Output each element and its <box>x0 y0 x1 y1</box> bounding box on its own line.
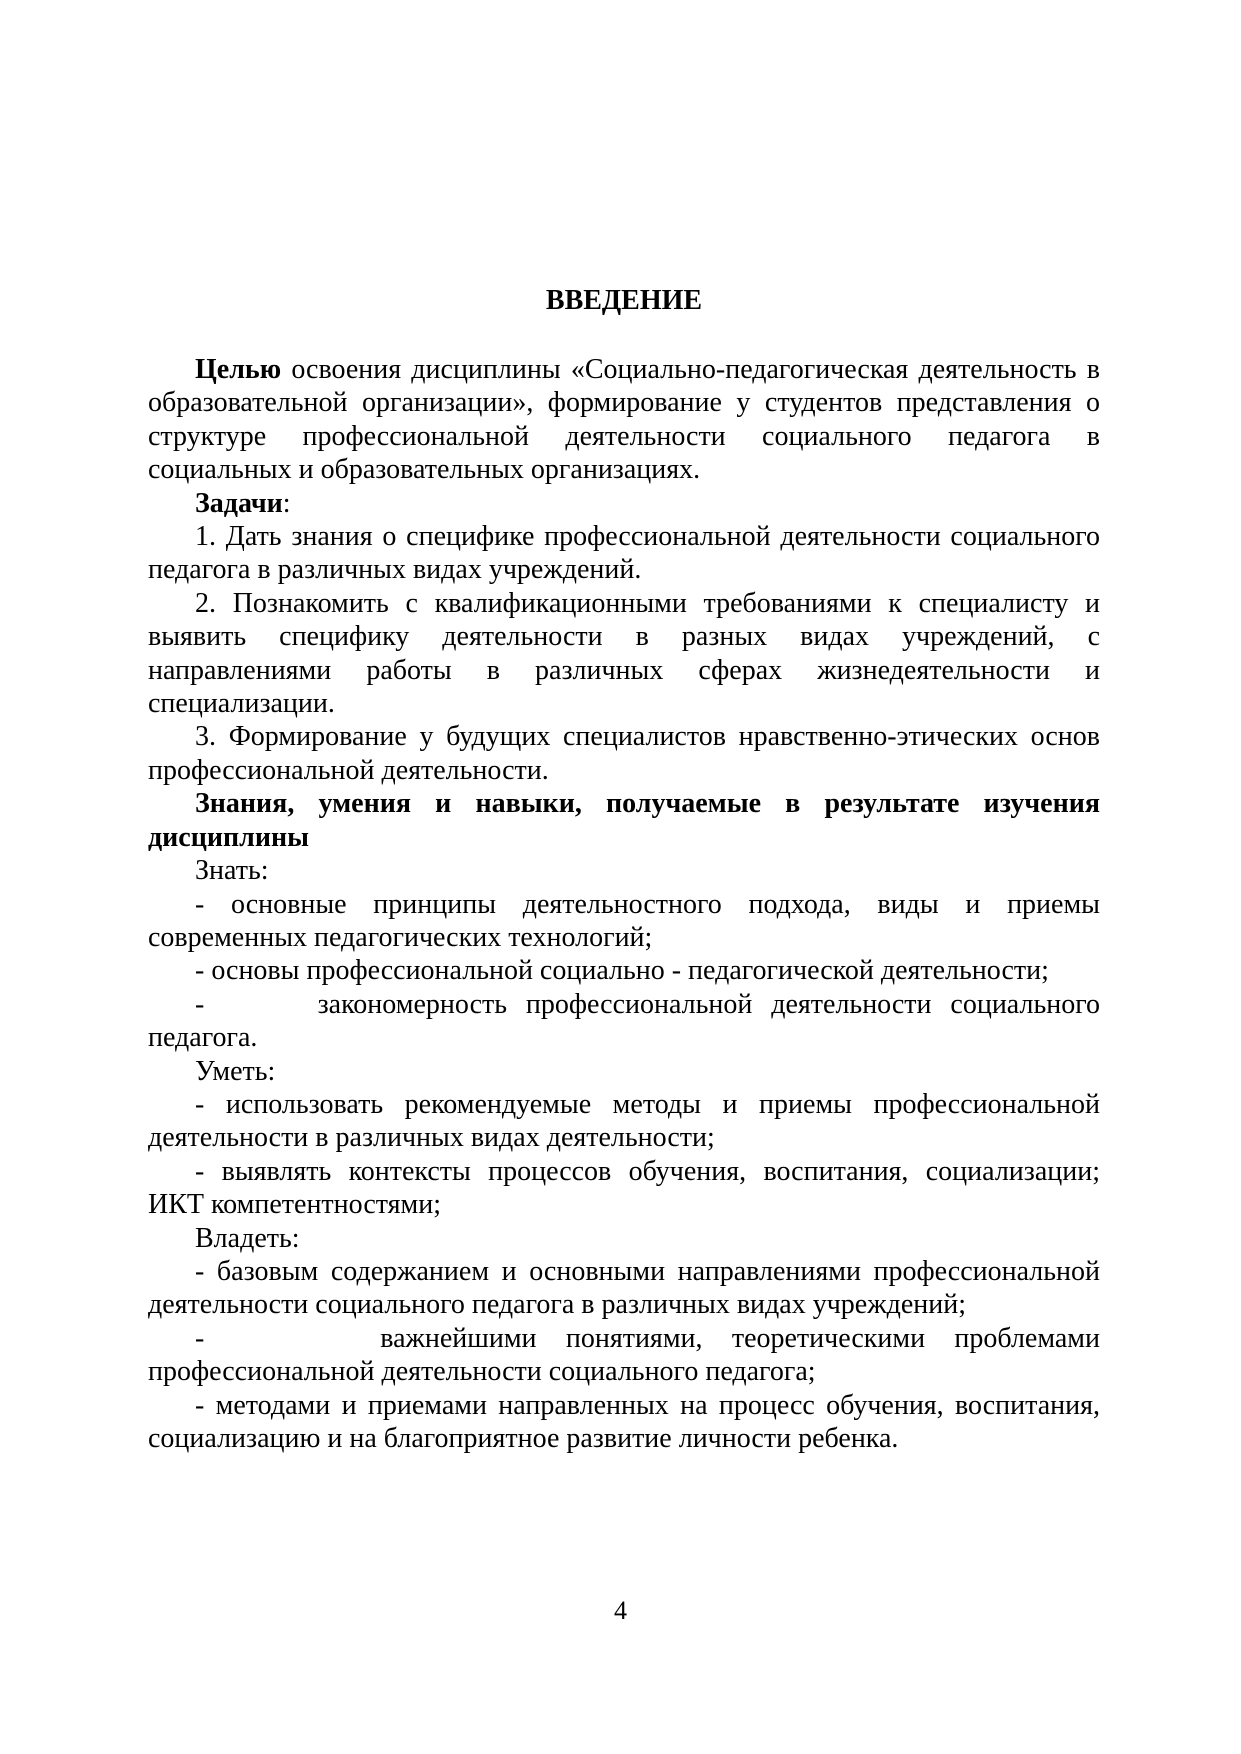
goal-paragraph <box>148 353 1100 487</box>
know-label: Знать: <box>195 855 269 887</box>
can-label: Уметь: <box>195 1055 276 1087</box>
task-number: 1. <box>195 521 216 553</box>
tasks-label: Задачи <box>195 487 283 519</box>
know-item: - основные принципы деятельностного подхода, виды и приемы современных педагогических технологий; <box>148 888 1100 953</box>
goal-text: освоения дисциплины «Социально-педагогическая деятельность в образовательной организации», формирование у студентов представления о структуре профессиональной деятельности социального педагога в социальных и образовательных организациях. <box>148 354 1100 486</box>
task-text: Формирование у будущих специалистов нравственно-этических основ профессиональной деятельности. <box>148 721 1100 786</box>
page-title: ВВЕДЕНИЕ <box>545 285 703 316</box>
know-item: - основы профессиональной социально - педагогической деятельности; <box>195 955 1049 987</box>
know-item: - закономерность профессиональной деятельности социального педагога. <box>148 988 1107 1054</box>
task-item <box>148 720 1100 787</box>
task-item <box>148 520 1100 587</box>
goal-label: Целью <box>195 354 282 385</box>
task-number: 3. <box>195 721 216 753</box>
task-text: Познакомить с квалификационными требованиями к специалисту и выявить специфику деятельности в разных видах учреждений, с направлениями работы в различных сферах жизнедеятельности и специализации. <box>148 587 1101 720</box>
task-text: Дать знания о специфике профессиональной деятельности социального педагога в различных видах учреждений. <box>148 521 1101 586</box>
task-item <box>148 587 1100 721</box>
tasks-heading: Задачи: <box>195 487 291 519</box>
skills-heading: Знания, умения и навыки, получаемые в результате изучения дисциплины <box>148 788 1100 853</box>
page-number: 4 <box>614 1596 627 1625</box>
page-content <box>148 283 1107 1455</box>
master-item: - базовым содержанием и основными направлениями профессиональной деятельности социального педагога в различных видах учреждений; <box>148 1255 1100 1321</box>
master-item: - важнейшими понятиями, теоретическими проблемами профессиональной деятельности социального педагога; <box>148 1322 1107 1388</box>
master-label: Владеть: <box>195 1222 300 1254</box>
master-item: - методами и приемами направленных на процесс обучения, воспитания, социализацию и на благоприятное развитие личности ребенка. <box>148 1389 1100 1454</box>
can-item: - использовать рекомендуемые методы и приемы профессиональной деятельности в различных видах деятельности; <box>148 1088 1100 1154</box>
can-item: - выявлять контексты процессов обучения, воспитания, социализации; ИКТ компетентностями; <box>148 1155 1100 1221</box>
task-number: 2. <box>195 587 216 619</box>
